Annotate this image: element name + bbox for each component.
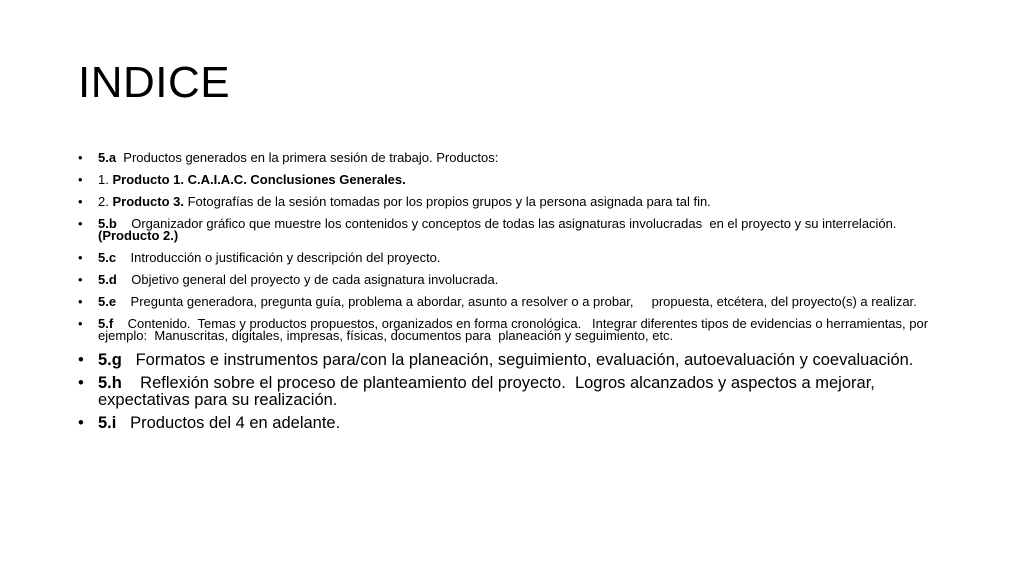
- item-code: 5.f: [98, 316, 114, 331]
- item-text: Pregunta generadora, pregunta guía, problema a abordar, asunto a resolver o a probar, propuesta, etcétera, del proyecto(s) a realizar.: [116, 294, 917, 309]
- bullet-icon: •: [78, 272, 83, 287]
- list-item: [78, 274, 948, 286]
- bullet-icon: •: [78, 316, 83, 331]
- item-text: Productos generados en la primera sesión de trabajo. Productos:: [116, 150, 499, 165]
- item-text: Contenido. Temas y productos propuestos, organizados en forma cronológica. Integrar diferentes tipos de evidencias o herramientas, por ejemplo: Manuscritas, digitales, impresas, físicas, documentos para planeación y seguimiento, etc.: [98, 316, 932, 343]
- bullet-list: [78, 152, 948, 438]
- list-item: [78, 152, 948, 164]
- item-code: 5.g: [98, 351, 122, 369]
- item-code: 5.d: [98, 272, 117, 287]
- bullet-icon: •: [78, 216, 83, 231]
- item-code: 5.a: [98, 150, 117, 165]
- item-text: Introducción o justificación y descripción del proyecto.: [116, 250, 441, 265]
- item-product: Producto 1. C.A.I.A.C. Conclusiones Generales.: [112, 172, 406, 187]
- bullet-icon: •: [78, 194, 83, 209]
- item-product: (Producto 2.): [98, 228, 179, 243]
- bullet-icon: •: [78, 374, 84, 392]
- item-text-tail: Fotografías de la sesión tomadas por los propios grupos y la persona asignada para tal fin.: [183, 194, 711, 209]
- bullet-icon: •: [78, 351, 84, 369]
- slide-title: INDICE: [78, 58, 231, 107]
- item-text: Productos del 4 en adelante.: [116, 414, 341, 432]
- list-item: [78, 415, 948, 432]
- list-item: [78, 196, 948, 208]
- item-product: Producto 3.: [112, 194, 184, 209]
- list-item: [78, 174, 948, 186]
- item-text: 2.: [98, 194, 113, 209]
- item-text: Formatos e instrumentos para/con la planeación, seguimiento, evaluación, autoevaluación y coevaluación.: [121, 351, 914, 369]
- item-code: 5.h: [98, 374, 122, 392]
- list-item: [78, 375, 948, 409]
- list-item: [78, 296, 948, 308]
- list-item: [78, 218, 948, 242]
- bullet-icon: •: [78, 172, 83, 187]
- item-text: Reflexión sobre el proceso de planteamiento del proyecto. Logros alcanzados y aspectos a mejorar, expectativas para su realización.: [98, 374, 880, 409]
- bullet-icon: •: [78, 250, 83, 265]
- item-code: 5.e: [98, 294, 117, 309]
- item-text: 1.: [98, 172, 113, 187]
- item-code: 5.i: [98, 414, 117, 432]
- item-text: Objetivo general del proyecto y de cada asignatura involucrada.: [116, 272, 499, 287]
- list-item: [78, 252, 948, 264]
- list-item: [78, 352, 948, 369]
- bullet-icon: •: [78, 414, 84, 432]
- item-text: Organizador gráfico que muestre los contenidos y conceptos de todas las asignaturas involucradas en el proyecto y su interrelación.: [116, 216, 897, 231]
- bullet-icon: •: [78, 150, 83, 165]
- list-item: [78, 318, 948, 342]
- item-code: 5.c: [98, 250, 117, 265]
- item-code: 5.b: [98, 216, 117, 231]
- bullet-icon: •: [78, 294, 83, 309]
